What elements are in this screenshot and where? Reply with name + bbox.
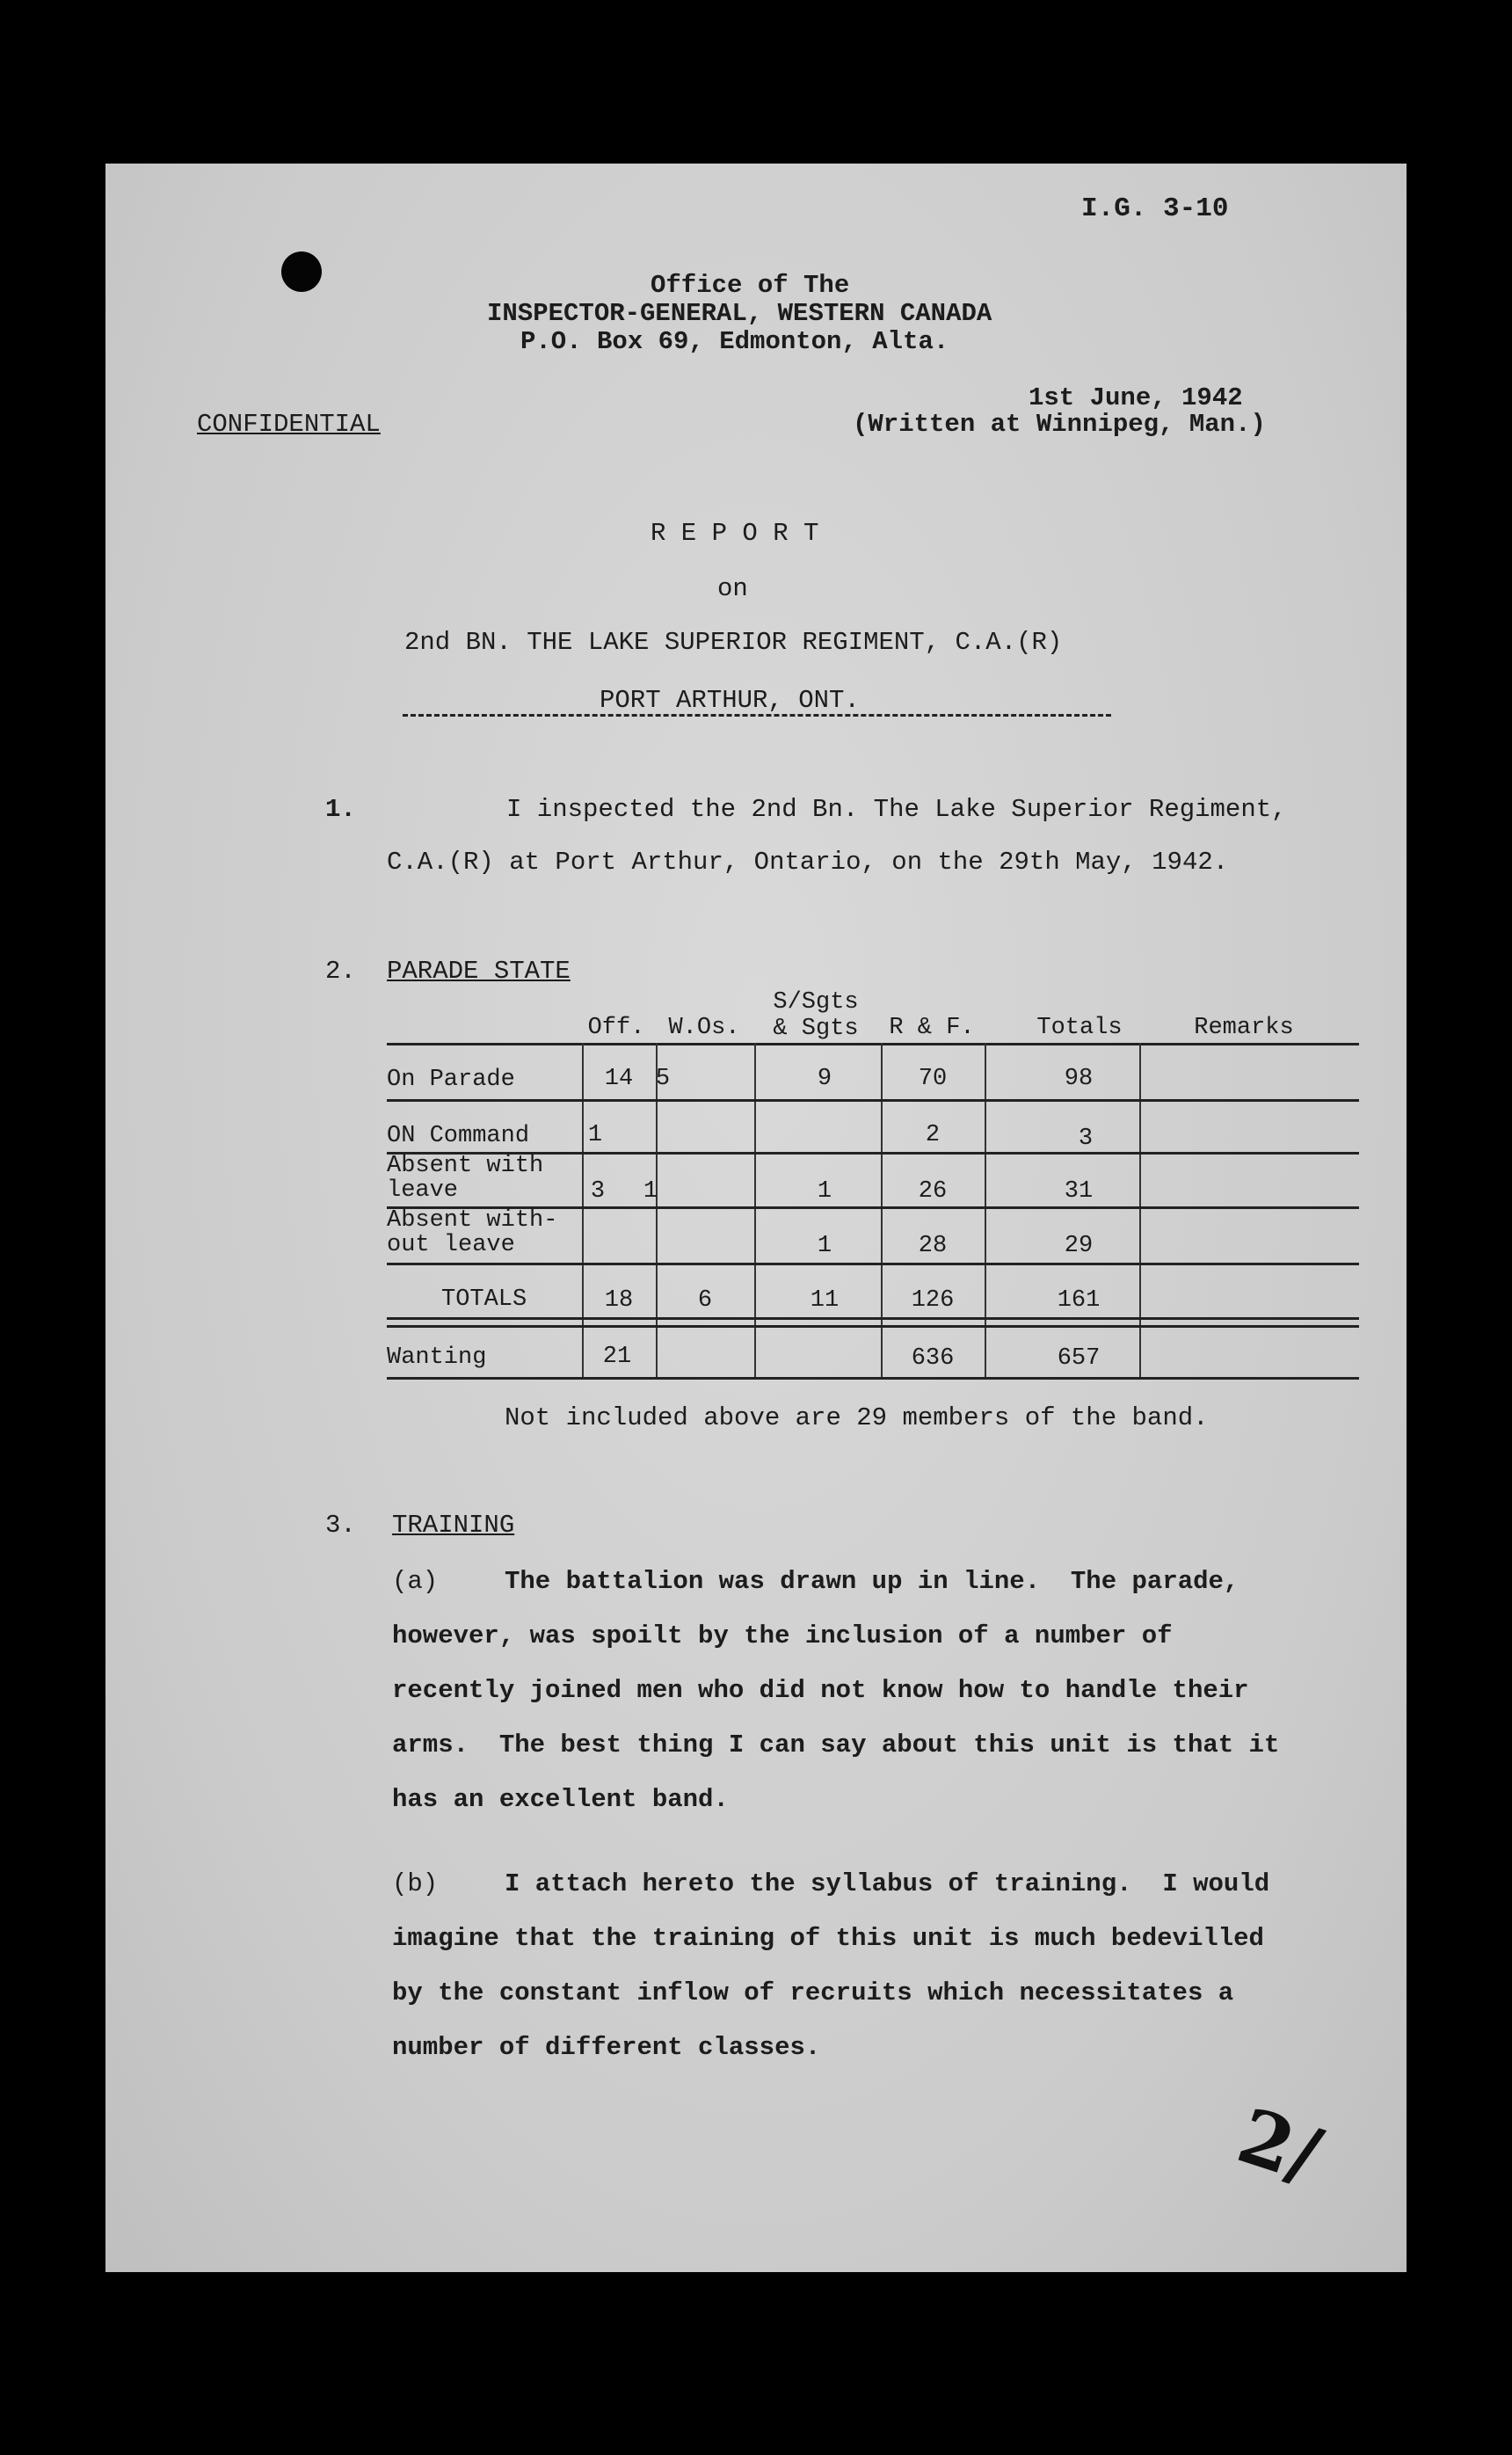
table-row-rule bbox=[387, 1099, 1359, 1102]
col-header-sgts: S/Sgts & Sgts bbox=[773, 989, 859, 1042]
col-header-wos: W.Os. bbox=[668, 1015, 740, 1041]
table-cell: 14 bbox=[604, 1066, 634, 1092]
table-cell: 26 bbox=[918, 1178, 948, 1205]
section-3-number: 3. bbox=[325, 1511, 356, 1540]
table-row-rule bbox=[387, 1263, 1359, 1265]
reference-number: I.G. 3-10 bbox=[1081, 193, 1229, 224]
row-label-on-command: ON Command bbox=[387, 1123, 530, 1149]
section-1-number: 1. bbox=[325, 795, 356, 824]
table-cell: 3 bbox=[590, 1178, 606, 1205]
title-rule bbox=[403, 714, 1111, 717]
para-a-line-5: has an excellent band. bbox=[392, 1785, 729, 1814]
table-cell: 6 bbox=[697, 1287, 713, 1314]
table-cell: 1 bbox=[817, 1233, 832, 1259]
table-note: Not included above are 29 members of the band. bbox=[505, 1403, 1209, 1432]
letter-date: 1st June, 1942 bbox=[1029, 383, 1243, 412]
table-cell: 9 bbox=[817, 1066, 832, 1092]
para-b-line-2: imagine that the training of this unit is much bedevilled bbox=[392, 1924, 1264, 1953]
table-cell: 126 bbox=[911, 1287, 955, 1314]
table-cell: 161 bbox=[1057, 1287, 1101, 1314]
table-cell: 1 bbox=[587, 1122, 603, 1148]
row-label-wanting: Wanting bbox=[387, 1344, 487, 1371]
letterhead-office: Office of The bbox=[651, 271, 850, 300]
row-label-absent-without-leave: Absent with- out leave bbox=[387, 1207, 558, 1259]
handwritten-page-mark: 2/ bbox=[1227, 2091, 1332, 2201]
table-vline bbox=[1139, 1043, 1141, 1379]
section-1-line-2: C.A.(R) at Port Arthur, Ontario, on the 29th May, 1942. bbox=[387, 848, 1229, 877]
section-2-heading: PARADE STATE bbox=[387, 957, 571, 986]
report-place: PORT ARTHUR, ONT. bbox=[600, 686, 860, 715]
table-cell: 2 bbox=[925, 1122, 941, 1148]
table-cell: 29 bbox=[1064, 1233, 1094, 1259]
col-header-totals: Totals bbox=[1036, 1015, 1123, 1041]
para-a-line-3: recently joined men who did not know how to handle their bbox=[392, 1676, 1249, 1705]
report-unit: 2nd BN. THE LAKE SUPERIOR REGIMENT, C.A.(R) bbox=[404, 628, 1063, 657]
table-vline bbox=[985, 1043, 986, 1379]
para-a-label: (a) bbox=[392, 1567, 439, 1596]
col-header-rf: R & F. bbox=[889, 1015, 975, 1041]
written-at: (Written at Winnipeg, Man.) bbox=[853, 410, 1266, 439]
table-cell: 31 bbox=[1064, 1178, 1094, 1205]
letterhead-title: INSPECTOR-GENERAL, WESTERN CANADA bbox=[487, 299, 992, 328]
letterhead-address: P.O. Box 69, Edmonton, Alta. bbox=[520, 327, 949, 356]
table-cell: 11 bbox=[810, 1287, 840, 1314]
col-header-off: Off. bbox=[587, 1015, 645, 1041]
table-vline bbox=[656, 1043, 658, 1379]
para-b-line-4: number of different classes. bbox=[392, 2033, 821, 2062]
report-on: on bbox=[717, 574, 748, 603]
table-cell: 21 bbox=[602, 1344, 632, 1370]
row-label-absent-with-leave: Absent with leave bbox=[387, 1153, 544, 1205]
table-header-rule bbox=[387, 1043, 1359, 1045]
para-b-line-1: I attach hereto the syllabus of training. I would bbox=[505, 1869, 1270, 1898]
table-cell: 1 bbox=[817, 1178, 832, 1205]
para-b-line-3: by the constant inflow of recruits which necessitates a bbox=[392, 1978, 1234, 2007]
table-vline bbox=[582, 1043, 584, 1379]
table-cell: 5 bbox=[655, 1066, 671, 1092]
para-a-line-4: arms. The best thing I can say about this unit is that it bbox=[392, 1730, 1280, 1759]
table-cell: 1 bbox=[643, 1178, 658, 1205]
para-a-line-2: however, was spoilt by the inclusion of a number of bbox=[392, 1621, 1173, 1650]
table-vline bbox=[881, 1043, 883, 1379]
classification: CONFIDENTIAL bbox=[197, 410, 381, 439]
para-a-line-1: The battalion was drawn up in line. The parade, bbox=[505, 1567, 1239, 1596]
table-cell: 636 bbox=[911, 1345, 955, 1372]
totals-double-rule bbox=[387, 1317, 1359, 1328]
report-title: R E P O R T bbox=[651, 519, 819, 548]
table-cell: 3 bbox=[1078, 1126, 1094, 1152]
section-2-number: 2. bbox=[325, 957, 356, 986]
section-3-heading: TRAINING bbox=[392, 1511, 515, 1540]
punch-hole bbox=[281, 251, 322, 292]
table-cell: 18 bbox=[604, 1287, 634, 1314]
col-header-remarks: Remarks bbox=[1194, 1015, 1294, 1041]
row-label-totals: TOTALS bbox=[441, 1286, 527, 1313]
table-cell: 98 bbox=[1064, 1066, 1094, 1092]
section-1-line-1: I inspected the 2nd Bn. The Lake Superior Regiment, bbox=[506, 795, 1287, 824]
table-cell: 28 bbox=[918, 1233, 948, 1259]
table-vline bbox=[754, 1043, 756, 1379]
table-cell: 70 bbox=[918, 1066, 948, 1092]
row-label-on-parade: On Parade bbox=[387, 1067, 515, 1093]
table-cell: 657 bbox=[1057, 1345, 1101, 1372]
para-b-label: (b) bbox=[392, 1869, 439, 1898]
table-bottom-rule bbox=[387, 1377, 1359, 1380]
